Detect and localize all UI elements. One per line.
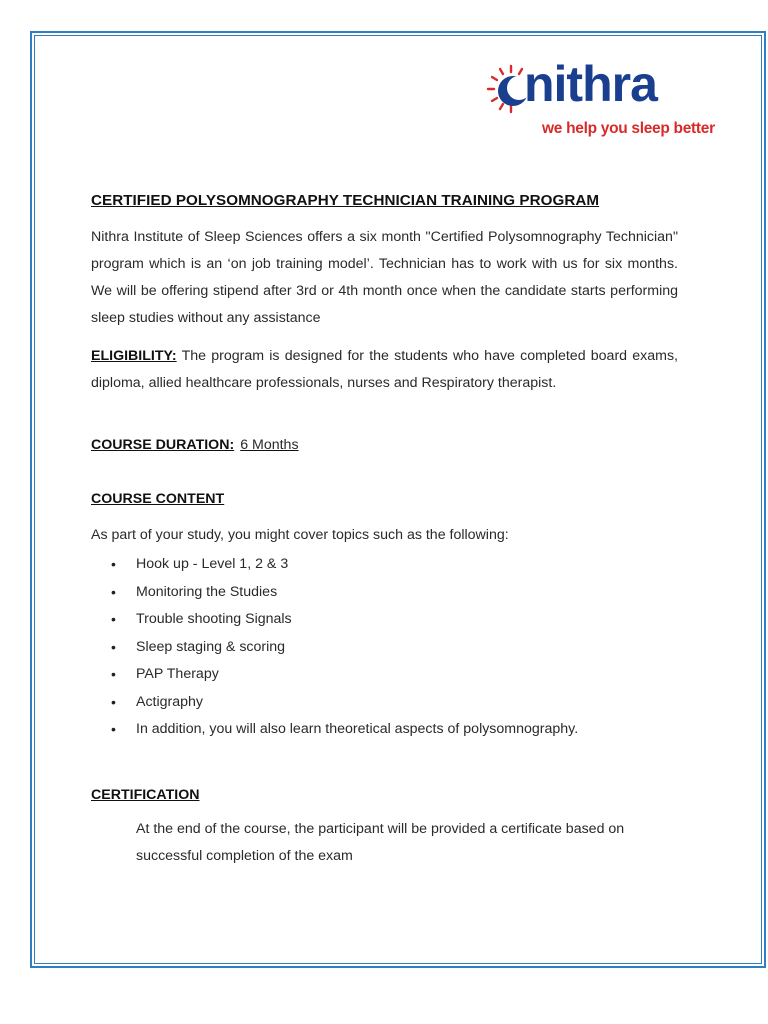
list-item: • Actigraphy xyxy=(111,689,578,717)
list-item: • Trouble shooting Signals xyxy=(111,606,578,634)
course-duration-value: 6 Months xyxy=(240,437,299,453)
certification-heading: CERTIFICATION xyxy=(91,787,200,803)
nithra-logo xyxy=(486,56,715,142)
list-item: • Monitoring the Studies xyxy=(111,579,578,607)
page-title: CERTIFIED POLYSOMNOGRAPHY TECHNICIAN TRAINING PROGRAM xyxy=(91,192,600,209)
course-content-intro: As part of your study, you might cover topics such as the following: xyxy=(91,527,509,543)
intro-paragraph: Nithra Institute of Sleep Sciences offers a six month "Certified Polysomnography Technician" program which is an ‘on job training model’. Technician has to work with us for six months. We will be offering stipend after 3rd or 4th month once when the candidate starts performing sleep studies without any assistance xyxy=(91,229,678,326)
certification-text: At the end of the course, the participant will be provided a certificate based on successful completion of the exam xyxy=(136,821,625,864)
eligibility-text: The program is designed for the students who have completed board exams, diploma, allied healthcare professionals, nurses and Respiratory therapist. xyxy=(91,348,678,391)
course-duration-row xyxy=(91,437,299,453)
logo-tagline: we help you sleep better xyxy=(542,120,715,137)
course-duration-label: COURSE DURATION: xyxy=(91,437,235,453)
list-item: • Hook up - Level 1, 2 & 3 xyxy=(111,551,578,579)
list-item: • PAP Therapy xyxy=(111,661,578,689)
list-item: • In addition, you will also learn theoretical aspects of polysomnography. xyxy=(111,716,578,744)
list-item: • Sleep staging & scoring xyxy=(111,634,578,662)
eligibility-paragraph xyxy=(91,343,678,397)
eligibility-label: ELIGIBILITY: xyxy=(91,348,177,364)
logo-wordmark: nithra xyxy=(524,56,657,112)
course-content-heading: COURSE CONTENT xyxy=(91,491,225,507)
topics-list xyxy=(111,551,578,744)
